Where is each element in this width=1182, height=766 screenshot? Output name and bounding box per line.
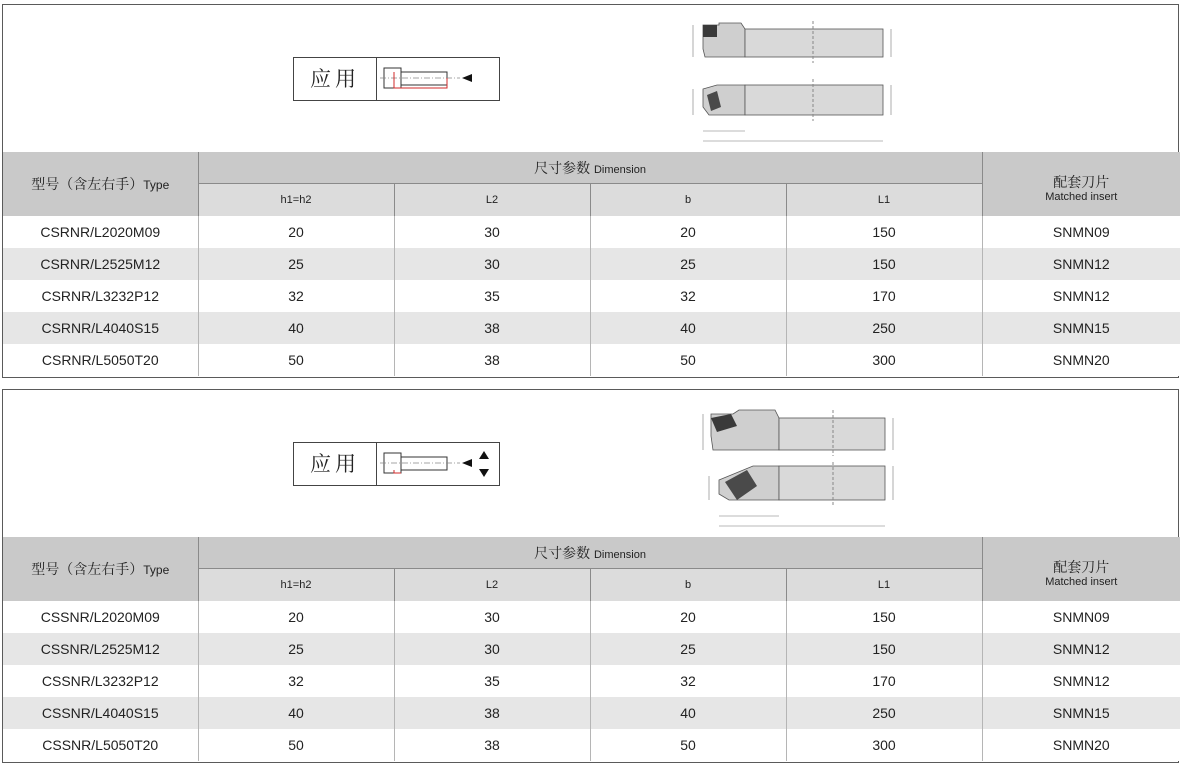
application-box	[293, 442, 500, 486]
b-cell: 20	[590, 601, 786, 633]
application-label: 应用	[294, 58, 377, 100]
table-row	[3, 729, 1180, 761]
column-header-l1: L1	[786, 569, 982, 602]
h1-cell: 25	[198, 248, 394, 280]
b-cell: 40	[590, 697, 786, 729]
l1-cell: 150	[786, 216, 982, 248]
column-header-l2: L2	[394, 184, 590, 217]
application-box	[293, 57, 500, 101]
tool-panel-cssn	[2, 389, 1179, 763]
type-header-en: Type	[143, 178, 170, 192]
l2-cell: 30	[394, 216, 590, 248]
l2-cell: 38	[394, 312, 590, 344]
h1-cell: 40	[198, 697, 394, 729]
dimension-table	[3, 537, 1180, 761]
b-cell: 25	[590, 633, 786, 665]
insert-cell: SNMN20	[982, 344, 1180, 376]
l2-cell: 35	[394, 665, 590, 697]
dimension-header-cn: 尺寸参数	[534, 544, 591, 561]
model-cell: CSSNR/L3232P12	[3, 665, 198, 697]
tool-holder-drawing	[681, 396, 899, 530]
insert-cell: SNMN15	[982, 312, 1180, 344]
l1-cell: 170	[786, 665, 982, 697]
table-row	[3, 633, 1180, 665]
dimension-header	[198, 537, 982, 569]
dimension-header	[198, 152, 982, 184]
insert-header	[982, 152, 1180, 216]
dimension-table	[3, 152, 1180, 376]
h1-cell: 25	[198, 633, 394, 665]
turning-application-icon	[380, 64, 496, 94]
dimension-header-en: Dimension	[593, 163, 646, 176]
table-row	[3, 280, 1180, 312]
h1-cell: 50	[198, 729, 394, 761]
insert-header	[982, 537, 1180, 601]
table-row	[3, 601, 1180, 633]
h1-cell: 50	[198, 344, 394, 376]
model-cell: CSRNR/L3232P12	[3, 280, 198, 312]
model-cell: CSRNR/L2020M09	[3, 216, 198, 248]
model-cell: CSRNR/L5050T20	[3, 344, 198, 376]
b-cell: 32	[590, 665, 786, 697]
l2-cell: 38	[394, 344, 590, 376]
tool-panel-csrn	[2, 4, 1179, 378]
insert-header-en: Matched insert	[1045, 575, 1118, 588]
l2-cell: 30	[394, 633, 590, 665]
b-cell: 25	[590, 248, 786, 280]
l1-cell: 170	[786, 280, 982, 312]
h1-cell: 20	[198, 216, 394, 248]
insert-cell: SNMN09	[982, 601, 1180, 633]
insert-cell: SNMN12	[982, 633, 1180, 665]
l1-cell: 150	[786, 633, 982, 665]
insert-cell: SNMN09	[982, 216, 1180, 248]
l1-cell: 250	[786, 697, 982, 729]
l1-cell: 300	[786, 344, 982, 376]
column-header-h1-h2: h1=h2	[198, 569, 394, 602]
column-header-h1-h2: h1=h2	[198, 184, 394, 217]
table-row	[3, 248, 1180, 280]
column-header-l2: L2	[394, 569, 590, 602]
tool-holder-drawing	[681, 11, 899, 145]
b-cell: 40	[590, 312, 786, 344]
column-header-l1: L1	[786, 184, 982, 217]
type-header	[3, 537, 198, 601]
model-cell: CSSNR/L4040S15	[3, 697, 198, 729]
insert-cell: SNMN20	[982, 729, 1180, 761]
column-header-b: b	[590, 569, 786, 602]
application-label: 应用	[294, 443, 377, 485]
model-cell: CSSNR/L5050T20	[3, 729, 198, 761]
l2-cell: 38	[394, 729, 590, 761]
table-row	[3, 665, 1180, 697]
insert-cell: SNMN12	[982, 248, 1180, 280]
h1-cell: 32	[198, 665, 394, 697]
column-header-b: b	[590, 184, 786, 217]
h1-cell: 40	[198, 312, 394, 344]
b-cell: 20	[590, 216, 786, 248]
l1-cell: 300	[786, 729, 982, 761]
type-header-cn: 型号（含左右手）	[31, 561, 144, 577]
insert-header-cn: 配套刀片	[1053, 173, 1110, 190]
model-cell: CSRNR/L4040S15	[3, 312, 198, 344]
type-header-cn: 型号（含左右手）	[31, 176, 144, 192]
h1-cell: 20	[198, 601, 394, 633]
type-header-en: Type	[143, 563, 170, 577]
table-row	[3, 697, 1180, 729]
model-cell: CSRNR/L2525M12	[3, 248, 198, 280]
h1-cell: 32	[198, 280, 394, 312]
table-row	[3, 312, 1180, 344]
insert-header-en: Matched insert	[1045, 190, 1118, 203]
l2-cell: 30	[394, 601, 590, 633]
l2-cell: 30	[394, 248, 590, 280]
turning-facing-application-icon	[380, 449, 496, 479]
b-cell: 50	[590, 344, 786, 376]
l1-cell: 250	[786, 312, 982, 344]
type-header	[3, 152, 198, 216]
model-cell: CSSNR/L2020M09	[3, 601, 198, 633]
l1-cell: 150	[786, 601, 982, 633]
table-row	[3, 344, 1180, 376]
dimension-header-en: Dimension	[593, 548, 646, 561]
dimension-header-cn: 尺寸参数	[534, 159, 591, 176]
panel-illustration-area	[3, 390, 1178, 537]
table-row	[3, 216, 1180, 248]
insert-cell: SNMN12	[982, 665, 1180, 697]
l2-cell: 35	[394, 280, 590, 312]
insert-cell: SNMN12	[982, 280, 1180, 312]
l2-cell: 38	[394, 697, 590, 729]
insert-cell: SNMN15	[982, 697, 1180, 729]
l1-cell: 150	[786, 248, 982, 280]
b-cell: 32	[590, 280, 786, 312]
panel-illustration-area	[3, 5, 1178, 152]
insert-header-cn: 配套刀片	[1053, 558, 1110, 575]
model-cell: CSSNR/L2525M12	[3, 633, 198, 665]
b-cell: 50	[590, 729, 786, 761]
